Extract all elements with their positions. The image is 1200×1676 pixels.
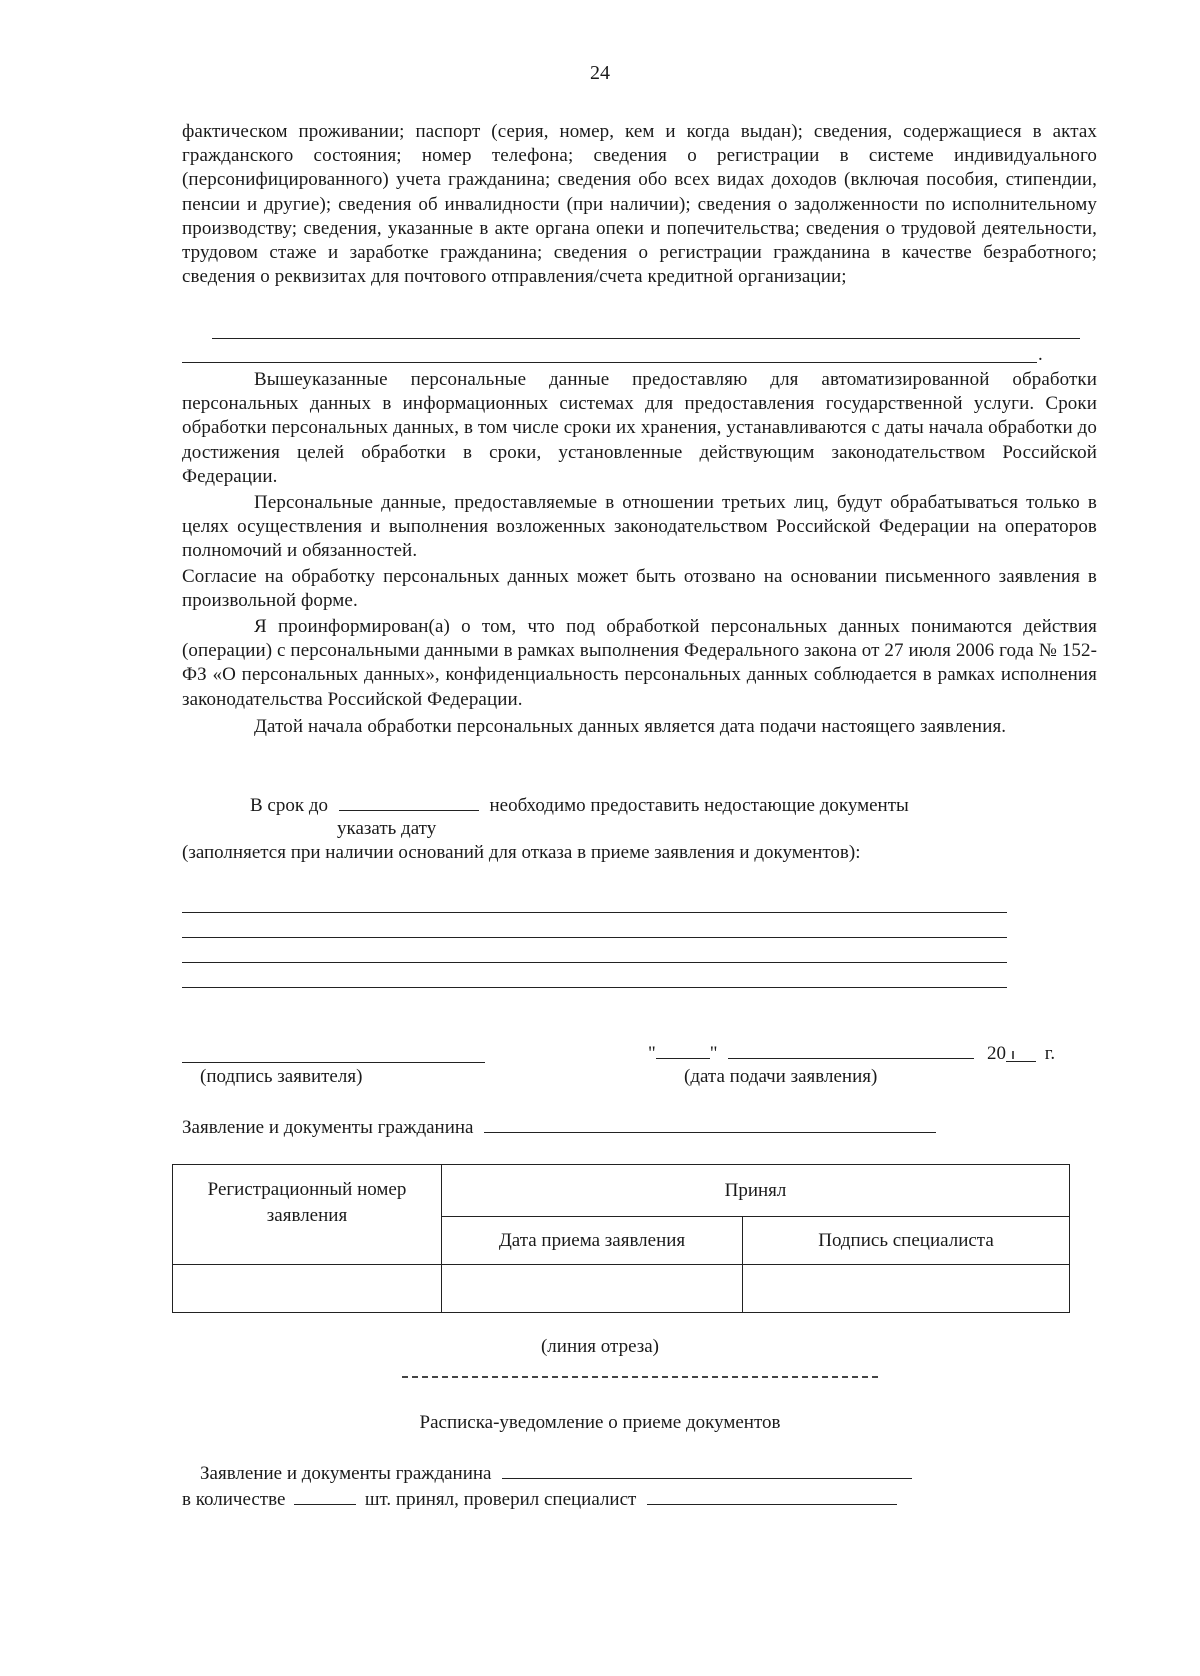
third-party-paragraph: Персональные данные, предоставляемые в отношении третьих лиц, будут обрабатываться только в целях осуществления и выполнения возложенных законодательством Российской Федерации на операторов полномочий и обязанностей. [182, 492, 1097, 562]
submission-date-line [648, 1040, 1055, 1065]
documents-line [182, 1114, 936, 1139]
receipt-specialist-field[interactable] [647, 1486, 897, 1505]
documents-name-field[interactable] [484, 1114, 936, 1133]
missing-docs-line-2[interactable] [182, 937, 1007, 938]
specialist-signature-cell[interactable] [743, 1265, 1070, 1313]
quote-open: " [648, 1043, 656, 1064]
day-field[interactable] [656, 1040, 710, 1059]
deadline-line [250, 792, 909, 817]
deadline-prefix: В срок до [250, 795, 329, 816]
cut-line [402, 1376, 878, 1378]
revocation-paragraph: Согласие на обработку персональных данных может быть отозвано на основании письменного заявления в произвольной форме. [182, 566, 1097, 612]
personal-data-list-paragraph: фактическом проживании; паспорт (серия, номер, кем и когда выдан); сведения, содержащиеся в актах гражданского состояния; номер телефона; сведения о регистрации в системе индивидуального (персонифицированного) учета гражданина; сведения обо всех видах доходов (включая пособия, стипендии, пенсии и другие); сведения об инвалидности (при наличии); сведения о задолженности по исполнительному производству; сведения, указанные в акте органа опеки и попечительства; сведения о трудовой деятельности, трудовом стаже и заработке гражданина; сведения о регистрации гражданина в качестве безработного; сведения о реквизитах для почтового отправления/счета кредитной организации; [182, 121, 1097, 288]
receipt-documents-field[interactable] [502, 1460, 912, 1479]
line-end-period: . [1038, 344, 1043, 365]
scan-mark [1012, 1051, 1014, 1059]
year-field[interactable] [1006, 1043, 1036, 1062]
receipt-line1-label: Заявление и документы гражданина [200, 1463, 492, 1484]
processing-start-paragraph: Датой начала обработки персональных данных является дата подачи настоящего заявления. [254, 716, 1007, 737]
applicant-signature-caption: (подпись заявителя) [200, 1066, 363, 1087]
date-header: Дата приема заявления [442, 1217, 743, 1265]
registration-table [172, 1164, 1070, 1313]
signature-header: Подпись специалиста [743, 1217, 1070, 1265]
receipt-quantity-field[interactable] [294, 1486, 356, 1505]
accepted-header: Принял [442, 1165, 1070, 1217]
submission-date-caption: (дата подачи заявления) [684, 1066, 878, 1087]
reg-number-header: Регистрационный номер заявления [173, 1165, 442, 1265]
deadline-hint: указать дату [337, 818, 437, 839]
year-prefix: 20 [987, 1043, 1007, 1064]
quote-close: " [709, 1043, 718, 1064]
applicant-signature-field[interactable] [182, 1062, 485, 1063]
fill-in-line-1[interactable] [212, 338, 1080, 339]
year-suffix: г. [1044, 1043, 1056, 1064]
receipt-line2-prefix: в количестве [182, 1489, 286, 1510]
date-cell[interactable] [442, 1265, 743, 1313]
receipt-line-1 [200, 1460, 912, 1485]
missing-docs-line-1[interactable] [182, 912, 1007, 913]
reg-number-cell[interactable] [173, 1265, 442, 1313]
page-number: 24 [590, 62, 610, 84]
consent-paragraph: Вышеуказанные персональные данные предоставляю для автоматизированной обработки персональных данных в информационных системах для предоставления государственной услуги. Сроки обработки персональных данных, в том числе сроки их хранения, устанавливаются с даты начала обработки до достижения целей обработки в сроки, установленные действующим законодательством Российской Федерации. [182, 369, 1097, 487]
receipt-line-2 [182, 1486, 897, 1511]
informed-paragraph: Я проинформирован(а) о том, что под обработкой персональных данных понимаются действия (операции) с персональными данными в рамках выполнения Федерального закона от 27 июля 2006 года № 152-ФЗ «О персональных данных», конфиденциальность персональных данных соблюдается в рамках исполнения законодательства Российской Федерации. [182, 616, 1097, 710]
documents-line-label: Заявление и документы гражданина [182, 1117, 474, 1138]
receipt-title: Расписка-уведомление о приеме документов [419, 1412, 781, 1433]
missing-docs-line-3[interactable] [182, 962, 1007, 963]
month-field[interactable] [728, 1040, 974, 1059]
receipt-line2-middle: шт. принял, проверил специалист [364, 1489, 637, 1510]
deadline-date-field[interactable] [339, 792, 479, 811]
deadline-note: (заполняется при наличии оснований для отказа в приеме заявления и документов): [182, 842, 861, 863]
fill-in-line-2[interactable] [182, 362, 1037, 363]
deadline-suffix: необходимо предоставить недостающие документы [489, 795, 909, 816]
cut-line-label: (линия отреза) [540, 1336, 660, 1357]
missing-docs-line-4[interactable] [182, 987, 1007, 988]
